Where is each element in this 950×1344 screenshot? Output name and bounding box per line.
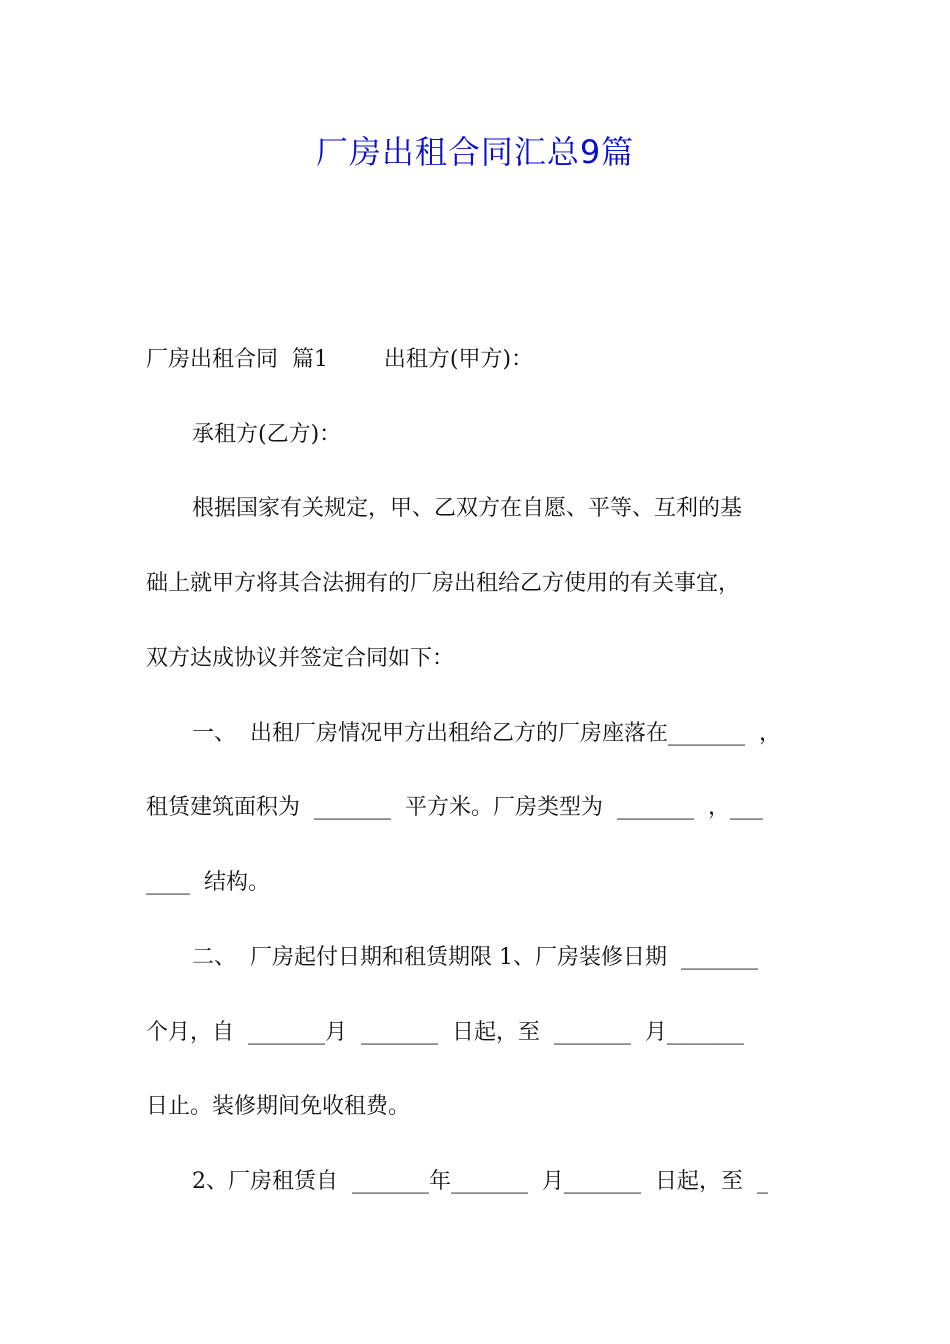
paragraph-line: 根据国家有关规定，甲、乙双方在自愿、平等、互利的基 [192, 496, 743, 521]
paragraph-line: 日止。装修期间免收租费。 [146, 1094, 411, 1119]
paragraph-line: 双方达成协议并签定合同如下： [146, 646, 455, 671]
paragraph-line: ____ 结构。 [146, 870, 270, 895]
document-title: 厂房出租合同汇总9篇 [315, 133, 635, 171]
lease-term-line: 2、厂房租赁自 _______年_______ 月_______ 日起，至 _ [192, 1169, 768, 1194]
lessee-line: 承租方(乙方)： [192, 422, 342, 447]
contract-heading-line: 厂房出租合同 篇1 出租方(甲方)： [146, 347, 534, 372]
paragraph-line: 租赁建筑面积为 _______ 平方米。厂房类型为 _______ ，___ [146, 795, 763, 820]
section-one-line: 一、 出租厂房情况甲方出租给乙方的厂房座落在_______ ， [192, 721, 781, 746]
section-two-line: 二、 厂房起付日期和租赁期限 1、厂房装修日期 _______ [192, 945, 758, 970]
paragraph-line: 个月，自 _______月 _______ 日起，至 _______ 月_______ [146, 1020, 744, 1045]
paragraph-line: 础上就甲方将其合法拥有的厂房出租给乙方使用的有关事宜， [146, 571, 741, 596]
